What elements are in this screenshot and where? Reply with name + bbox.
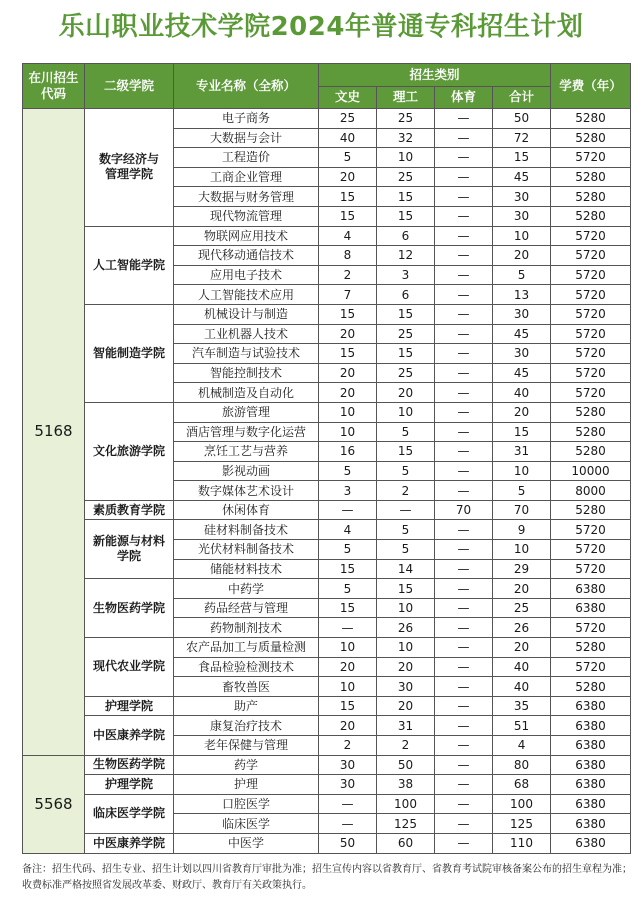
- heji-cell: 45: [493, 167, 551, 187]
- wenshi-cell: —: [319, 618, 377, 638]
- major-cell: 烹饪工艺与营养: [174, 442, 319, 462]
- heji-cell: 5: [493, 265, 551, 285]
- ligong-cell: 14: [377, 559, 435, 579]
- ligong-cell: 15: [377, 344, 435, 364]
- wenshi-cell: 15: [319, 206, 377, 226]
- tiyu-cell: —: [435, 128, 493, 148]
- heji-cell: 50: [493, 109, 551, 129]
- table-row: [23, 638, 631, 658]
- ligong-cell: 15: [377, 442, 435, 462]
- heji-cell: 10: [493, 540, 551, 560]
- tiyu-cell: —: [435, 402, 493, 422]
- header-fee: 学费（年）: [551, 64, 631, 109]
- college-cell: [85, 520, 174, 579]
- tiyu-cell: —: [435, 148, 493, 168]
- fee-cell: 6380: [551, 794, 631, 814]
- wenshi-cell: —: [319, 500, 377, 520]
- fee-cell: 5280: [551, 206, 631, 226]
- heji-cell: 10: [493, 461, 551, 481]
- tiyu-cell: —: [435, 814, 493, 834]
- ligong-cell: 10: [377, 598, 435, 618]
- heji-cell: 110: [493, 833, 551, 853]
- college-name-line: 智能制造学院: [92, 345, 165, 360]
- header-heji: 合计: [493, 87, 551, 109]
- ligong-cell: 10: [377, 402, 435, 422]
- wenshi-cell: 20: [319, 167, 377, 187]
- college-name-line: 护理学院: [104, 776, 153, 791]
- heji-cell: 20: [493, 246, 551, 266]
- fee-cell: 5720: [551, 540, 631, 560]
- table-row: [23, 579, 631, 599]
- heji-cell: 31: [493, 442, 551, 462]
- tiyu-cell: —: [435, 775, 493, 795]
- ligong-cell: 3: [377, 265, 435, 285]
- college-cell: [85, 775, 174, 795]
- heji-cell: 80: [493, 755, 551, 775]
- fee-cell: 5720: [551, 520, 631, 540]
- ligong-cell: 31: [377, 716, 435, 736]
- wenshi-cell: 15: [319, 559, 377, 579]
- table-row: [23, 696, 631, 716]
- ligong-cell: 5: [377, 520, 435, 540]
- ligong-cell: 15: [377, 579, 435, 599]
- major-cell: 畜牧兽医: [174, 677, 319, 697]
- heji-cell: 5: [493, 481, 551, 501]
- ligong-cell: 2: [377, 736, 435, 756]
- tiyu-cell: —: [435, 324, 493, 344]
- tiyu-cell: —: [435, 109, 493, 129]
- enrollment-plan-table: [22, 63, 631, 854]
- table-row: [23, 226, 631, 246]
- table-row: [23, 833, 631, 853]
- major-cell: 光伏材料制备技术: [174, 540, 319, 560]
- table-row: [23, 520, 631, 540]
- major-cell: 电子商务: [174, 109, 319, 129]
- college-cell: [85, 833, 174, 853]
- major-cell: 药物制剂技术: [174, 618, 319, 638]
- wenshi-cell: 40: [319, 128, 377, 148]
- ligong-cell: 15: [377, 187, 435, 207]
- ligong-cell: 25: [377, 363, 435, 383]
- wenshi-cell: 3: [319, 481, 377, 501]
- college-cell: [85, 304, 174, 402]
- heji-cell: 29: [493, 559, 551, 579]
- heji-cell: 30: [493, 206, 551, 226]
- wenshi-cell: 15: [319, 598, 377, 618]
- major-cell: 储能材料技术: [174, 559, 319, 579]
- wenshi-cell: 2: [319, 265, 377, 285]
- table-row: [23, 402, 631, 422]
- wenshi-cell: 20: [319, 383, 377, 403]
- ligong-cell: 50: [377, 755, 435, 775]
- fee-cell: 5720: [551, 148, 631, 168]
- major-cell: 酒店管理与数字化运营: [174, 422, 319, 442]
- wenshi-cell: 30: [319, 775, 377, 795]
- ligong-cell: 25: [377, 167, 435, 187]
- college-name-line: 新能源与材料: [92, 534, 165, 549]
- major-cell: 工业机器人技术: [174, 324, 319, 344]
- footnote-line-2: 收费标准严格按照省发展改革委、财政厅、教育厅有关政策执行。: [22, 880, 312, 891]
- tiyu-cell: —: [435, 833, 493, 853]
- wenshi-cell: 10: [319, 638, 377, 658]
- major-cell: 应用电子技术: [174, 265, 319, 285]
- heji-cell: 4: [493, 736, 551, 756]
- tiyu-cell: —: [435, 422, 493, 442]
- tiyu-cell: —: [435, 794, 493, 814]
- ligong-cell: 25: [377, 324, 435, 344]
- ligong-cell: 25: [377, 109, 435, 129]
- heji-cell: 40: [493, 677, 551, 697]
- wenshi-cell: 50: [319, 833, 377, 853]
- major-cell: 工程造价: [174, 148, 319, 168]
- fee-cell: 5280: [551, 402, 631, 422]
- wenshi-cell: 4: [319, 226, 377, 246]
- wenshi-cell: 20: [319, 716, 377, 736]
- college-cell: [85, 716, 174, 755]
- ligong-cell: 20: [377, 696, 435, 716]
- table-row: [23, 500, 631, 520]
- tiyu-cell: —: [435, 206, 493, 226]
- ligong-cell: 15: [377, 206, 435, 226]
- tiyu-cell: —: [435, 246, 493, 266]
- header-major: 专业名称（全称）: [174, 64, 319, 109]
- major-cell: 硅材料制备技术: [174, 520, 319, 540]
- fee-cell: 5720: [551, 285, 631, 305]
- college-cell: [85, 226, 174, 304]
- college-name-line: 现代农业学院: [92, 659, 165, 674]
- fee-cell: 6380: [551, 696, 631, 716]
- major-cell: 智能控制技术: [174, 363, 319, 383]
- table-row: [23, 716, 631, 736]
- ligong-cell: 38: [377, 775, 435, 795]
- wenshi-cell: 15: [319, 187, 377, 207]
- wenshi-cell: 5: [319, 148, 377, 168]
- fee-cell: 5280: [551, 638, 631, 658]
- wenshi-cell: —: [319, 794, 377, 814]
- ligong-cell: 10: [377, 638, 435, 658]
- tiyu-cell: —: [435, 696, 493, 716]
- major-cell: 旅游管理: [174, 402, 319, 422]
- ligong-cell: 125: [377, 814, 435, 834]
- table-row: [23, 794, 631, 814]
- heji-cell: 26: [493, 618, 551, 638]
- heji-cell: 45: [493, 363, 551, 383]
- major-cell: 中药学: [174, 579, 319, 599]
- wenshi-cell: 20: [319, 363, 377, 383]
- fee-cell: 5720: [551, 226, 631, 246]
- fee-cell: 5720: [551, 657, 631, 677]
- major-cell: 汽车制造与试验技术: [174, 344, 319, 364]
- tiyu-cell: —: [435, 383, 493, 403]
- major-cell: 现代物流管理: [174, 206, 319, 226]
- wenshi-cell: 15: [319, 304, 377, 324]
- major-cell: 现代移动通信技术: [174, 246, 319, 266]
- heji-cell: 10: [493, 226, 551, 246]
- ligong-cell: 32: [377, 128, 435, 148]
- fee-cell: 8000: [551, 481, 631, 501]
- header-code-line2: 代码: [40, 85, 66, 101]
- fee-cell: 6380: [551, 833, 631, 853]
- ligong-cell: 5: [377, 540, 435, 560]
- heji-cell: 51: [493, 716, 551, 736]
- tiyu-cell: —: [435, 265, 493, 285]
- wenshi-cell: 25: [319, 109, 377, 129]
- major-cell: 机械制造及自动化: [174, 383, 319, 403]
- ligong-cell: —: [377, 500, 435, 520]
- college-cell: [85, 109, 174, 227]
- tiyu-cell: —: [435, 344, 493, 364]
- fee-cell: 6380: [551, 775, 631, 795]
- major-cell: 大数据与财务管理: [174, 187, 319, 207]
- fee-cell: 5280: [551, 128, 631, 148]
- college-name-line: 生物医药学院: [92, 757, 165, 772]
- heji-cell: 15: [493, 422, 551, 442]
- tiyu-cell: —: [435, 618, 493, 638]
- wenshi-cell: 15: [319, 696, 377, 716]
- major-cell: 农产品加工与质量检测: [174, 638, 319, 658]
- wenshi-cell: 7: [319, 285, 377, 305]
- footnote-line-1: 备注：招生代码、招生专业、招生计划以四川省教育厅审批为准；招生宣传内容以省教育厅、省教育考试院审核备案公布的招生章程为准；: [22, 864, 632, 875]
- enrollment-code-cell: 5568: [23, 755, 85, 853]
- fee-cell: 6380: [551, 736, 631, 756]
- heji-cell: 45: [493, 324, 551, 344]
- college-cell: [85, 500, 174, 520]
- wenshi-cell: 4: [319, 520, 377, 540]
- header-college: 二级学院: [85, 64, 174, 109]
- tiyu-cell: —: [435, 285, 493, 305]
- ligong-cell: 30: [377, 677, 435, 697]
- fee-cell: 5280: [551, 442, 631, 462]
- tiyu-cell: —: [435, 736, 493, 756]
- fee-cell: 5720: [551, 246, 631, 266]
- wenshi-cell: 10: [319, 677, 377, 697]
- college-cell: [85, 794, 174, 833]
- fee-cell: 5720: [551, 618, 631, 638]
- wenshi-cell: 5: [319, 461, 377, 481]
- major-cell: 老年保健与管理: [174, 736, 319, 756]
- major-cell: 临床医学: [174, 814, 319, 834]
- table-row: [23, 304, 631, 324]
- tiyu-cell: —: [435, 638, 493, 658]
- header-ligong: 理工: [377, 87, 435, 109]
- tiyu-cell: —: [435, 481, 493, 501]
- heji-cell: 20: [493, 579, 551, 599]
- wenshi-cell: 10: [319, 402, 377, 422]
- heji-cell: 125: [493, 814, 551, 834]
- heji-cell: 40: [493, 657, 551, 677]
- major-cell: 康复治疗技术: [174, 716, 319, 736]
- heji-cell: 20: [493, 402, 551, 422]
- tiyu-cell: —: [435, 540, 493, 560]
- ligong-cell: 20: [377, 383, 435, 403]
- college-name-line: 中医康养学院: [92, 835, 165, 850]
- header-code-line1: 在川招生: [28, 70, 79, 85]
- tiyu-cell: —: [435, 520, 493, 540]
- major-cell: 大数据与会计: [174, 128, 319, 148]
- wenshi-cell: 5: [319, 540, 377, 560]
- college-name-line: 文化旅游学院: [92, 443, 165, 458]
- heji-cell: 35: [493, 696, 551, 716]
- tiyu-cell: —: [435, 461, 493, 481]
- fee-cell: 6380: [551, 716, 631, 736]
- tiyu-cell: —: [435, 755, 493, 775]
- ligong-cell: 12: [377, 246, 435, 266]
- footnote: [22, 862, 632, 894]
- major-cell: 数字媒体艺术设计: [174, 481, 319, 501]
- tiyu-cell: —: [435, 226, 493, 246]
- heji-cell: 70: [493, 500, 551, 520]
- wenshi-cell: 5: [319, 579, 377, 599]
- heji-cell: 100: [493, 794, 551, 814]
- wenshi-cell: 2: [319, 736, 377, 756]
- college-name-line: 学院: [116, 549, 141, 564]
- major-cell: 口腔医学: [174, 794, 319, 814]
- fee-cell: 5280: [551, 677, 631, 697]
- fee-cell: 5280: [551, 422, 631, 442]
- heji-cell: 72: [493, 128, 551, 148]
- heji-cell: 25: [493, 598, 551, 618]
- fee-cell: 5280: [551, 500, 631, 520]
- fee-cell: 10000: [551, 461, 631, 481]
- ligong-cell: 10: [377, 148, 435, 168]
- table-row: [23, 775, 631, 795]
- heji-cell: 30: [493, 344, 551, 364]
- major-cell: 中医学: [174, 833, 319, 853]
- wenshi-cell: 20: [319, 324, 377, 344]
- tiyu-cell: —: [435, 559, 493, 579]
- table-row: [23, 755, 631, 775]
- fee-cell: 5720: [551, 363, 631, 383]
- wenshi-cell: 20: [319, 657, 377, 677]
- ligong-cell: 6: [377, 285, 435, 305]
- heji-cell: 30: [493, 304, 551, 324]
- college-cell: [85, 402, 174, 500]
- ligong-cell: 2: [377, 481, 435, 501]
- fee-cell: 5720: [551, 383, 631, 403]
- ligong-cell: 5: [377, 422, 435, 442]
- tiyu-cell: —: [435, 363, 493, 383]
- college-name-line: 数字经济与: [98, 152, 159, 167]
- heji-cell: 68: [493, 775, 551, 795]
- tiyu-cell: —: [435, 657, 493, 677]
- wenshi-cell: 16: [319, 442, 377, 462]
- ligong-cell: 15: [377, 304, 435, 324]
- college-name-line: 生物医药学院: [92, 600, 165, 615]
- major-cell: 药品经营与管理: [174, 598, 319, 618]
- header-wenshi: 文史: [319, 87, 377, 109]
- tiyu-cell: —: [435, 167, 493, 187]
- wenshi-cell: 8: [319, 246, 377, 266]
- college-cell: [85, 579, 174, 638]
- tiyu-cell: —: [435, 579, 493, 599]
- enrollment-code-cell: 5168: [23, 109, 85, 756]
- major-cell: 护理: [174, 775, 319, 795]
- tiyu-cell: —: [435, 304, 493, 324]
- page-title: 乐山职业技术学院2024年普通专科招生计划: [58, 12, 584, 42]
- heji-cell: 30: [493, 187, 551, 207]
- major-cell: 食品检验检测技术: [174, 657, 319, 677]
- tiyu-cell: —: [435, 677, 493, 697]
- ligong-cell: 60: [377, 833, 435, 853]
- major-cell: 机械设计与制造: [174, 304, 319, 324]
- fee-cell: 5280: [551, 167, 631, 187]
- college-name-line: 中医康养学院: [92, 728, 165, 742]
- header-tiyu: 体育: [435, 87, 493, 109]
- fee-cell: 6380: [551, 579, 631, 599]
- heji-cell: 15: [493, 148, 551, 168]
- ligong-cell: 26: [377, 618, 435, 638]
- wenshi-cell: 30: [319, 755, 377, 775]
- heji-cell: 9: [493, 520, 551, 540]
- major-cell: 助产: [174, 696, 319, 716]
- college-cell: [85, 755, 174, 775]
- heji-cell: 13: [493, 285, 551, 305]
- college-name-line: 护理学院: [104, 698, 153, 713]
- fee-cell: 6380: [551, 814, 631, 834]
- college-cell: [85, 638, 174, 697]
- table-row: [23, 109, 631, 129]
- tiyu-cell: 70: [435, 500, 493, 520]
- ligong-cell: 6: [377, 226, 435, 246]
- fee-cell: 5720: [551, 324, 631, 344]
- tiyu-cell: —: [435, 442, 493, 462]
- tiyu-cell: —: [435, 187, 493, 207]
- tiyu-cell: —: [435, 716, 493, 736]
- college-name-line: 人工智能学院: [92, 257, 165, 272]
- table-body: [23, 109, 631, 854]
- fee-cell: 6380: [551, 598, 631, 618]
- college-name-line: 素质教育学院: [92, 502, 165, 517]
- major-cell: 休闲体育: [174, 500, 319, 520]
- fee-cell: 5720: [551, 304, 631, 324]
- college-cell: [85, 696, 174, 716]
- ligong-cell: 100: [377, 794, 435, 814]
- major-cell: 药学: [174, 755, 319, 775]
- college-name-line: 临床医学学院: [92, 806, 165, 821]
- header-code: [23, 64, 85, 109]
- fee-cell: 5720: [551, 344, 631, 364]
- wenshi-cell: 10: [319, 422, 377, 442]
- fee-cell: 5280: [551, 187, 631, 207]
- major-cell: 工商企业管理: [174, 167, 319, 187]
- wenshi-cell: —: [319, 814, 377, 834]
- fee-cell: 5720: [551, 559, 631, 579]
- tiyu-cell: —: [435, 598, 493, 618]
- heji-cell: 40: [493, 383, 551, 403]
- fee-cell: 6380: [551, 755, 631, 775]
- header-category: 招生类别: [319, 64, 551, 87]
- ligong-cell: 5: [377, 461, 435, 481]
- major-cell: 物联网应用技术: [174, 226, 319, 246]
- heji-cell: 20: [493, 638, 551, 658]
- college-name-line: 管理学院: [104, 167, 153, 182]
- major-cell: 影视动画: [174, 461, 319, 481]
- wenshi-cell: 15: [319, 344, 377, 364]
- ligong-cell: 20: [377, 657, 435, 677]
- major-cell: 人工智能技术应用: [174, 285, 319, 305]
- fee-cell: 5280: [551, 109, 631, 129]
- fee-cell: 5720: [551, 265, 631, 285]
